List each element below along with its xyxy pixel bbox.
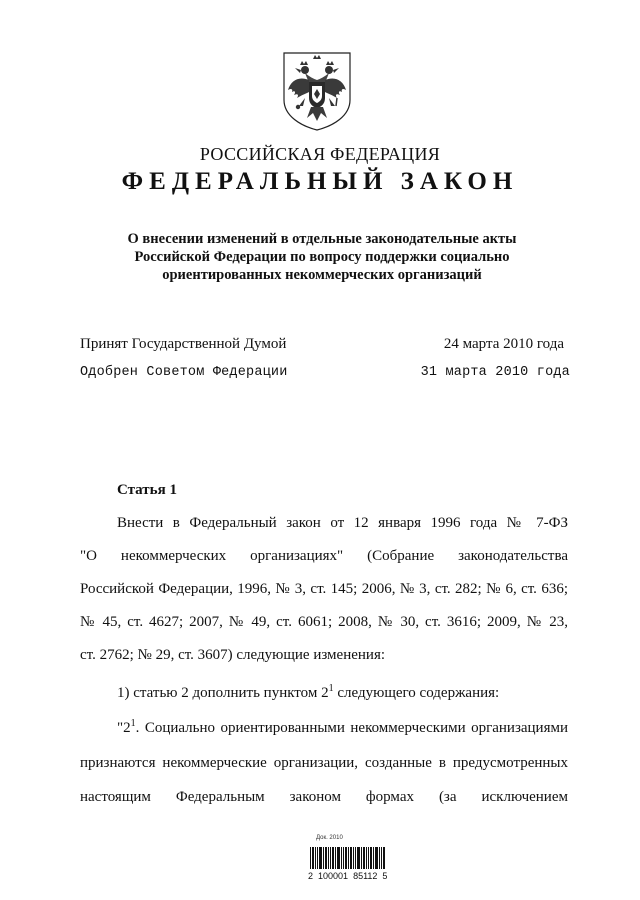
body-line: Российской Федерации, 1996, № 3, ст. 145; 2006, № 3, ст. 282; № 6, ст. 636; (80, 581, 568, 597)
body-line: признаются некоммерческие организации, созданные в предусмотренных (80, 755, 568, 771)
state-emblem-icon (281, 50, 353, 132)
subject-line: Российской Федерации по вопросу поддержки социально (134, 249, 510, 265)
quote-text-start: "2 (117, 720, 131, 736)
adoption-council-row (80, 365, 570, 380)
body-line: № 45, ст. 4627; 2007, № 49, ст. 6061; 2008, № 30, ст. 3616; 2009, № 23, (80, 614, 568, 630)
body-line: Внести в Федеральный закон от 12 января 1996 года № 7-ФЗ (117, 515, 568, 531)
superscript: 1 (130, 718, 136, 729)
council-date: 31 марта 2010 года (420, 365, 570, 380)
barcode-digit-group: 2 (308, 871, 314, 881)
subject-line: О внесении изменений в отдельные законодательные акты (127, 231, 517, 247)
amendment-item-text-end: следующего содержания: (333, 685, 500, 701)
quote-text: . Социально ориентированными некоммерческими организациями (135, 720, 568, 736)
adoption-duma-row (80, 336, 570, 353)
barcode-bars-icon (310, 847, 386, 869)
document-type-title: ФЕДЕРАЛЬНЫЙ ЗАКОН (121, 168, 519, 195)
law-subject-title (80, 230, 564, 284)
barcode-digit-group: 100001 (318, 871, 349, 881)
barcode-digit-group: 5 (382, 871, 388, 881)
barcode-digit-group: 85112 (353, 871, 378, 881)
quote-first-line (117, 719, 568, 737)
superscript: 1 (328, 683, 334, 694)
amendment-item (117, 684, 568, 702)
council-label: Одобрен Советом Федерации (80, 365, 288, 380)
amendment-item-text: 1) статью 2 дополнить пунктом 2 (117, 685, 329, 701)
barcode (308, 835, 390, 885)
body-line: настоящим Федеральным законом формах (за исключением (80, 789, 568, 805)
duma-label: Принят Государственной Думой (80, 336, 287, 352)
barcode-number (308, 871, 398, 881)
article-title: Статья 1 (117, 482, 177, 498)
duma-date: 24 марта 2010 года (443, 336, 564, 352)
body-line: "О некоммерческих организациях" (Собрание законодательства (80, 548, 568, 564)
barcode-top-label: Док. 2010 (316, 835, 343, 841)
body-line: ст. 2762; № 29, ст. 3607) следующие изменения: (80, 647, 386, 663)
subject-line: ориентированных некоммерческих организаций (162, 267, 482, 283)
state-name: РОССИЙСКАЯ ФЕДЕРАЦИЯ (199, 144, 441, 164)
